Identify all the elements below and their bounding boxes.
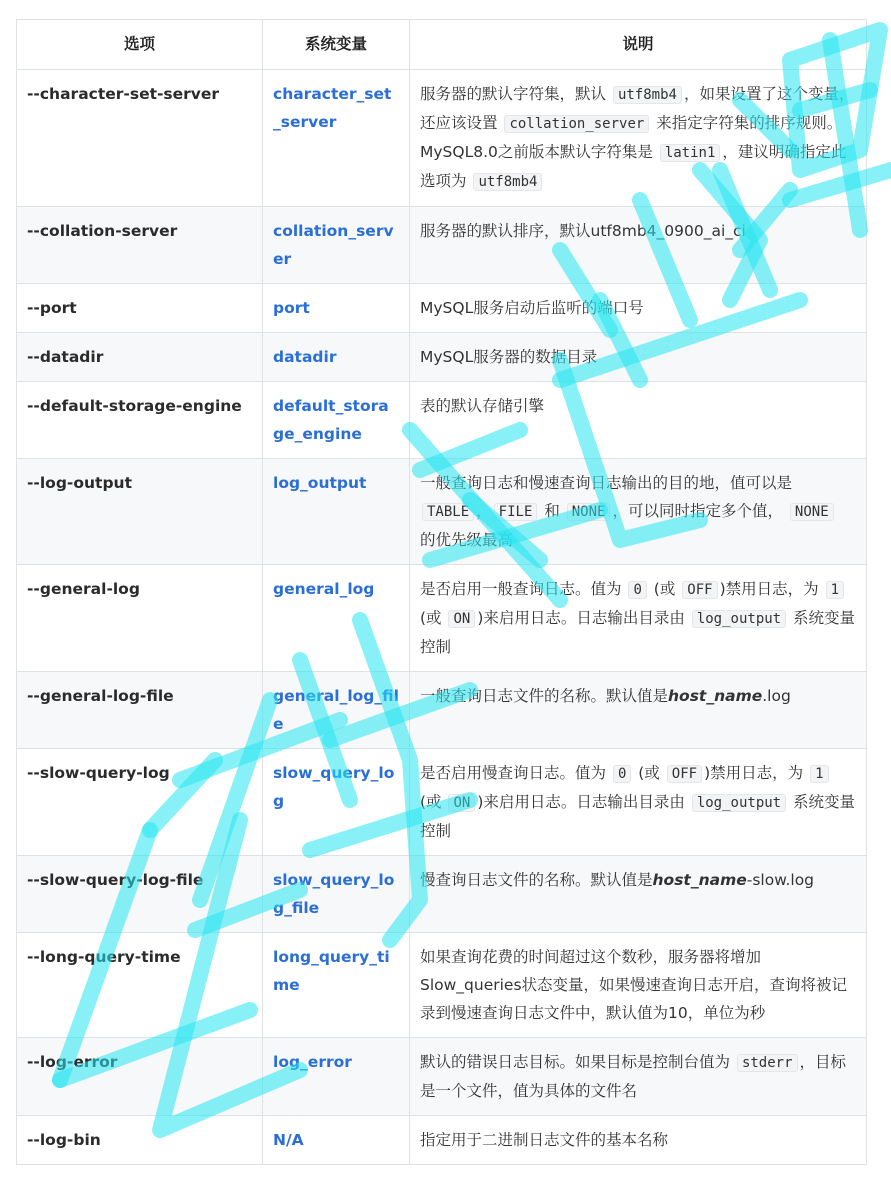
- table-row: [17, 856, 867, 933]
- description-text: 来指定字符集的排序规则。MySQL8.0之前版本默认字符集是: [420, 114, 843, 161]
- inline-code: utf8mb4: [473, 173, 542, 191]
- table-row: [17, 933, 867, 1038]
- description-cell: [410, 207, 867, 284]
- inline-code: ON: [448, 794, 475, 812]
- inline-code: log_output: [692, 610, 786, 628]
- description-text: ，: [476, 502, 492, 520]
- option-cell: --port: [17, 284, 263, 333]
- emphasis-text: host_name: [668, 687, 763, 705]
- description-text: 如果查询花费的时间超过这个数秒，服务器将增加Slow_queries状态变量，如果慢速查询日志开启，查询将被记录到慢速查询日志文件中，默认值为10，单位为秒: [420, 948, 848, 1022]
- description-text: ，如果设置了这个变量，还应该设置: [420, 85, 855, 132]
- description-text: ，可以同时指定多个值，: [612, 502, 788, 520]
- inline-code: NONE: [567, 503, 611, 521]
- description-text: 系统变量控制: [420, 793, 856, 840]
- table-row: [17, 749, 867, 856]
- description-cell: [410, 565, 867, 672]
- option-cell: --datadir: [17, 333, 263, 382]
- header-description: 说明: [410, 20, 867, 70]
- description-text: )来启用日志。日志输出目录由: [477, 793, 690, 811]
- option-cell: --default-storage-engine: [17, 382, 263, 459]
- description-cell: [410, 856, 867, 933]
- description-text: (或: [420, 793, 447, 811]
- inline-code: 1: [826, 581, 844, 599]
- table-row: [17, 207, 867, 284]
- system-variable-cell: log_output: [263, 459, 410, 565]
- inline-code: NONE: [790, 503, 834, 521]
- system-variable-cell: default_storage_engine: [263, 382, 410, 459]
- description-cell: [410, 284, 867, 333]
- description-text: 指定用于二进制日志文件的基本名称: [420, 1131, 669, 1149]
- description-text: 系统变量控制: [420, 609, 856, 656]
- description-text: (或: [420, 609, 447, 627]
- description-text: ，目标是一个文件，值为具体的文件名: [420, 1053, 847, 1100]
- table-row: [17, 1116, 867, 1165]
- description-text: 一般查询日志文件的名称。默认值是: [420, 687, 669, 705]
- table-row: [17, 565, 867, 672]
- description-text: (或: [648, 580, 681, 598]
- description-text: MySQL服务启动后监听的端口号: [420, 299, 644, 317]
- description-text: ，建议明确指定此选项为: [420, 143, 847, 190]
- inline-code: utf8mb4: [613, 86, 682, 104]
- header-row: [17, 20, 867, 70]
- option-cell: --character-set-server: [17, 70, 263, 207]
- description-cell: [410, 70, 867, 207]
- description-cell: [410, 1116, 867, 1165]
- inline-code: OFF: [667, 765, 702, 783]
- description-text: 是否启用一般查询日志。值为: [420, 580, 627, 598]
- table-row: [17, 672, 867, 749]
- description-cell: [410, 382, 867, 459]
- system-variable-cell: general_log_file: [263, 672, 410, 749]
- description-text: 是否启用慢查询日志。值为: [420, 764, 611, 782]
- system-variable-cell: slow_query_log_file: [263, 856, 410, 933]
- system-variable-cell: log_error: [263, 1038, 410, 1116]
- description-text: 表的默认存储引擎: [420, 397, 545, 415]
- inline-code: collation_server: [504, 115, 649, 133]
- description-text: (或: [633, 764, 665, 782]
- description-text: 服务器的默认字符集，默认: [420, 85, 611, 103]
- inline-code: ON: [448, 610, 475, 628]
- description-text: MySQL服务器的数据目录: [420, 348, 598, 366]
- description-cell: [410, 749, 867, 856]
- option-cell: --log-error: [17, 1038, 263, 1116]
- description-text: -slow.log: [746, 871, 815, 889]
- inline-code: log_output: [692, 794, 786, 812]
- option-cell: --log-output: [17, 459, 263, 565]
- description-text: 和: [539, 502, 565, 520]
- inline-code: 0: [628, 581, 646, 599]
- system-variable-cell: port: [263, 284, 410, 333]
- description-cell: [410, 933, 867, 1038]
- inline-code: FILE: [494, 503, 538, 521]
- table-row: [17, 333, 867, 382]
- table-row: [17, 70, 867, 207]
- option-cell: --general-log: [17, 565, 263, 672]
- system-variable-cell: character_set_server: [263, 70, 410, 207]
- option-cell: --slow-query-log-file: [17, 856, 263, 933]
- inline-code: 0: [613, 765, 631, 783]
- emphasis-text: host_name: [652, 871, 747, 889]
- inline-code: latin1: [660, 144, 721, 162]
- system-variable-cell: collation_server: [263, 207, 410, 284]
- table-row: [17, 459, 867, 565]
- system-variable-cell: N/A: [263, 1116, 410, 1165]
- description-text: 服务器的默认排序，默认utf8mb4_0900_ai_ci: [420, 222, 746, 240]
- inline-code: stderr: [737, 1054, 798, 1072]
- system-variable-cell: long_query_time: [263, 933, 410, 1038]
- description-cell: [410, 672, 867, 749]
- description-cell: [410, 459, 867, 565]
- table-body: [17, 70, 867, 1165]
- header-system-variable: 系统变量: [263, 20, 410, 70]
- option-cell: --long-query-time: [17, 933, 263, 1038]
- description-cell: [410, 1038, 867, 1116]
- description-text: )禁用日志，为: [704, 764, 809, 782]
- system-variable-cell: general_log: [263, 565, 410, 672]
- system-variable-cell: datadir: [263, 333, 410, 382]
- table-row: [17, 284, 867, 333]
- table-header: [17, 20, 867, 70]
- description-text: )禁用日志，为: [719, 580, 824, 598]
- header-option: 选项: [17, 20, 263, 70]
- description-text: 的优先级最高: [420, 531, 514, 549]
- inline-code: 1: [810, 765, 828, 783]
- description-text: 慢查询日志文件的名称。默认值是: [420, 871, 653, 889]
- table-row: [17, 382, 867, 459]
- options-table: [16, 19, 867, 1165]
- option-cell: --slow-query-log: [17, 749, 263, 856]
- description-cell: [410, 333, 867, 382]
- description-text: 默认的错误日志目标。如果目标是控制台值为: [420, 1053, 735, 1071]
- description-text: .log: [762, 687, 791, 705]
- inline-code: OFF: [682, 581, 717, 599]
- system-variable-cell: slow_query_log: [263, 749, 410, 856]
- inline-code: TABLE: [422, 503, 474, 521]
- description-text: )来启用日志。日志输出目录由: [477, 609, 690, 627]
- description-text: 一般查询日志和慢速查询日志输出的目的地，值可以是: [420, 474, 793, 492]
- table-row: [17, 1038, 867, 1116]
- option-cell: --general-log-file: [17, 672, 263, 749]
- option-cell: --collation-server: [17, 207, 263, 284]
- option-cell: --log-bin: [17, 1116, 263, 1165]
